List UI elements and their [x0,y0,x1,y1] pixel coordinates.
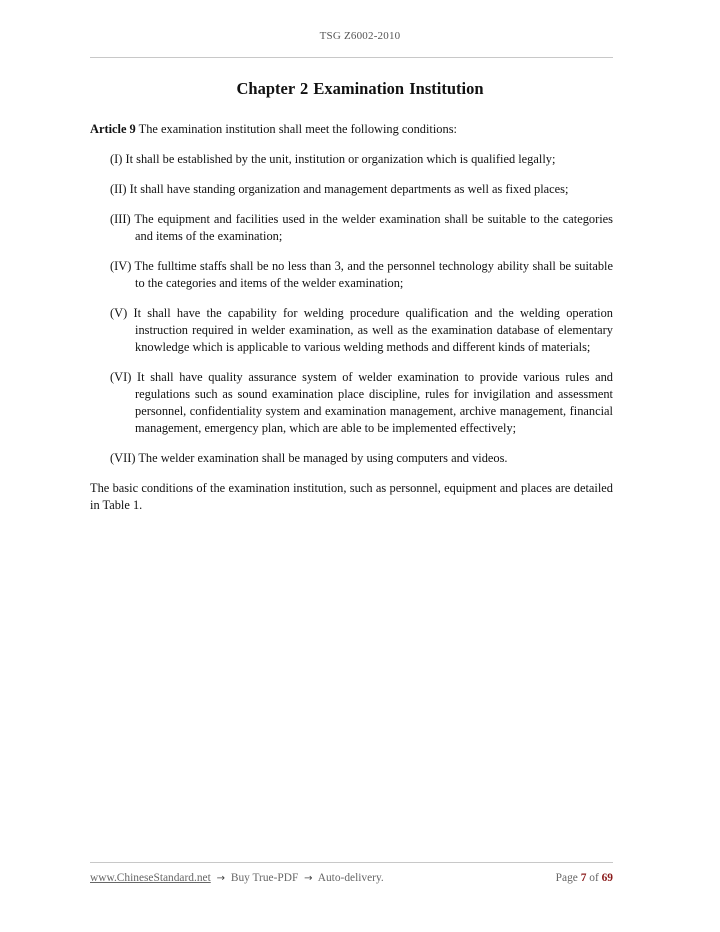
summary-paragraph: The basic conditions of the examination institution, such as personnel, equipment and places are detailed in Table 1. [90,481,613,512]
website-link[interactable]: www.ChineseStandard.net [90,872,211,884]
condition-item: (VI) It shall have quality assurance system of welder examination to provide various rules and regulations such as sound examination place discipline, rules for invigilation and assessment personnel, confidentiality system and examination management, archive management, financial management, emergency plan, which are able to be implemented effectively; [110,370,613,435]
buy-true-pdf-text: Buy True-PDF [230,872,299,884]
article-body [90,121,613,514]
page-word: Page [555,872,578,884]
page-of-word: of [589,872,599,884]
article-label: Article 9 [90,122,136,136]
condition-item: (I) It shall be established by the unit, institution or organization which is qualified legally; [110,152,556,166]
article-intro-text: The examination institution shall meet the following conditions: [138,122,457,136]
condition-item: (III) The equipment and facilities used in the welder examination shall be suitable to the categories and items of the examination; [110,212,613,243]
right-arrow-icon: → [216,873,225,884]
header-divider [90,57,613,58]
current-page-number: 7 [580,872,587,884]
condition-item: (V) It shall have the capability for welding procedure qualification and the welding operation instruction required in welder examination, as well as the examination database of elementary knowledge which is applicable to various welding methods and different kinds of materials; [110,306,613,354]
total-page-count: 69 [601,872,613,884]
page-number [556,872,613,884]
article-intro-paragraph [90,121,613,138]
condition-item: (II) It shall have standing organization and management departments as well as fixed places; [110,182,569,196]
chapter-title: Chapter 2 Examination Institution [236,79,484,98]
right-arrow-icon: → [304,873,313,884]
condition-item: (IV) The fulltime staffs shall be no less than 3, and the personnel technology ability shall be suitable to the categories and items of the welder examination; [110,259,613,290]
auto-delivery-text: Auto-delivery. [317,872,384,884]
footer-purchase-info [90,872,384,884]
footer-divider [90,862,613,863]
document-code-header: TSG Z6002-2010 [319,30,401,42]
condition-item: (VII) The welder examination shall be managed by using computers and videos. [110,451,508,465]
